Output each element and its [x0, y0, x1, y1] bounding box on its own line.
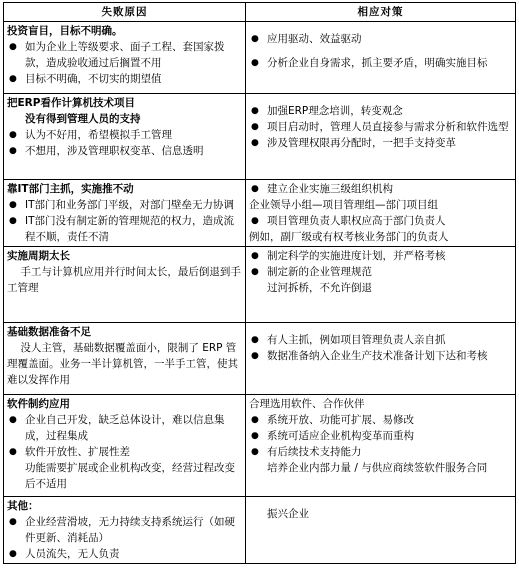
failure-cause-cell	[4, 180, 246, 247]
table-row	[4, 22, 516, 94]
text-line: 过河拆桥，不允许倒退	[267, 282, 372, 294]
header-countermeasures: 相应对策	[246, 3, 516, 22]
bullet-item: ● 项目启动时，管理人员直接参与需求分析和软件选型	[249, 119, 512, 135]
cause-title: 基础数据准备不足	[7, 326, 91, 338]
header-failure-causes: 失败原因	[4, 3, 246, 22]
spacer	[249, 23, 512, 31]
bullet-item: ● 制定科学的实施进度计划，并严格考核	[249, 248, 512, 264]
bullet-item: ● 有后续技术支持能力	[249, 444, 512, 460]
bullet-item: ● 系统可适应企业机构变革而重构	[249, 428, 512, 444]
spacer	[249, 324, 512, 332]
table-row	[4, 395, 516, 497]
failure-causes-table	[3, 2, 516, 564]
text-line: 没有得到管理人员的支持	[25, 113, 141, 125]
text-line: 企业领导小组—项目管理组—部门项目组	[249, 199, 438, 211]
text-line: 没人主管，基础数据覆盖面小，限制了 ERP 管理覆盖面。业务一半计算机管，一半手工管，使其难以发挥作用	[7, 342, 238, 386]
countermeasure-cell	[246, 94, 516, 180]
bullet-item: ● 不想用，涉及管理职权变革、信息透明	[7, 143, 242, 159]
countermeasure-cell	[246, 395, 516, 497]
bullet-item: ● 系统开放、功能可扩展、易修改	[249, 412, 512, 428]
countermeasure-cell	[246, 180, 516, 247]
failure-cause-cell	[4, 497, 246, 564]
bullet-item: ● 目标不明确，不切实的期望值	[7, 71, 242, 87]
table-row	[4, 247, 516, 323]
text-line: 培养企业内部力量 / 与供应商续签软件服务合同	[267, 462, 488, 474]
bullet-item: ● 认为不好用，希望模拟手工管理	[7, 127, 242, 143]
failure-cause-cell	[4, 94, 246, 180]
cause-title: 其他：	[7, 500, 39, 512]
table-header-row	[4, 3, 516, 22]
bullet-item: ● IT部门没有制定新的管理规范的权力，造成流程不顺，责任不清	[7, 213, 242, 245]
text-line: 例如，副厂级或有权考核业务部门的负责人	[249, 231, 449, 243]
bullet-item: ● 制定新的企业管理规范	[249, 264, 512, 280]
text-line: 振兴企业	[267, 508, 309, 520]
table-row	[4, 94, 516, 180]
cause-title: 投资盲目，目标不明确。	[7, 25, 123, 37]
text-line: 手工与计算机应用并行时间太长，最后倒退到手工管理	[7, 266, 241, 294]
bullet-item: ● 软件开放性、扩展性差	[7, 444, 242, 460]
bullet-item: ● 数据准备纳入企业生产技术准备计划下达和考核	[249, 348, 512, 364]
countermeasure-cell	[246, 22, 516, 94]
text-line: 合理选用软件、合作伙伴	[249, 398, 365, 410]
countermeasure-cell	[246, 497, 516, 564]
bullet-item: ● 加强ERP理念培训，转变观念	[249, 103, 512, 119]
table-row	[4, 497, 516, 564]
bullet-item: ● 企业自己开发，缺乏总体设计，难以信息集成，过程集成	[7, 412, 242, 444]
failure-cause-cell	[4, 22, 246, 94]
bullet-item: ● IT部门和业务部门平级，对部门壁垒无力协调	[7, 197, 242, 213]
cause-title: 实施周期太长	[7, 250, 70, 262]
failure-cause-cell	[4, 247, 246, 323]
countermeasure-cell	[246, 323, 516, 395]
spacer	[249, 47, 512, 55]
table-row	[4, 323, 516, 395]
bullet-item: ● 项目管理负责人职权应高于部门负责人	[249, 213, 512, 229]
failure-cause-cell	[4, 395, 246, 497]
cause-title: 把ERP看作计算机技术项目	[7, 97, 135, 109]
bullet-item: ● 企业经营滑坡，无力持续支持系统运行（如硬件更新、消耗品）	[7, 514, 242, 546]
bullet-item: ● 建立企业实施三级组织机构	[249, 181, 512, 197]
bullet-item: ● 分析企业自身需求，抓主要矛盾，明确实施目标	[249, 55, 512, 71]
spacer	[249, 95, 512, 103]
text-line: 功能需要扩展或企业机构改变，经营过程改变后不适用	[25, 462, 235, 490]
bullet-item: ● 如为企业上等级要求、面子工程、套国家拨款，造成验收通过后搁置不用	[7, 39, 242, 71]
bullet-item: ● 有人主抓，例如项目管理负责人亲自抓	[249, 332, 512, 348]
cause-title: 软件制约应用	[7, 398, 70, 410]
countermeasure-cell	[246, 247, 516, 323]
failure-cause-cell	[4, 323, 246, 395]
spacer	[249, 498, 512, 506]
table-row	[4, 180, 516, 247]
bullet-item: ● 人员流失，无人负责	[7, 546, 242, 562]
bullet-item: ● 应用驱动、效益驱动	[249, 31, 512, 47]
cause-title: 靠IT部门主抓，实施推不动	[7, 183, 134, 195]
bullet-item: ● 涉及管理权限再分配时，一把手支持变革	[249, 135, 512, 151]
